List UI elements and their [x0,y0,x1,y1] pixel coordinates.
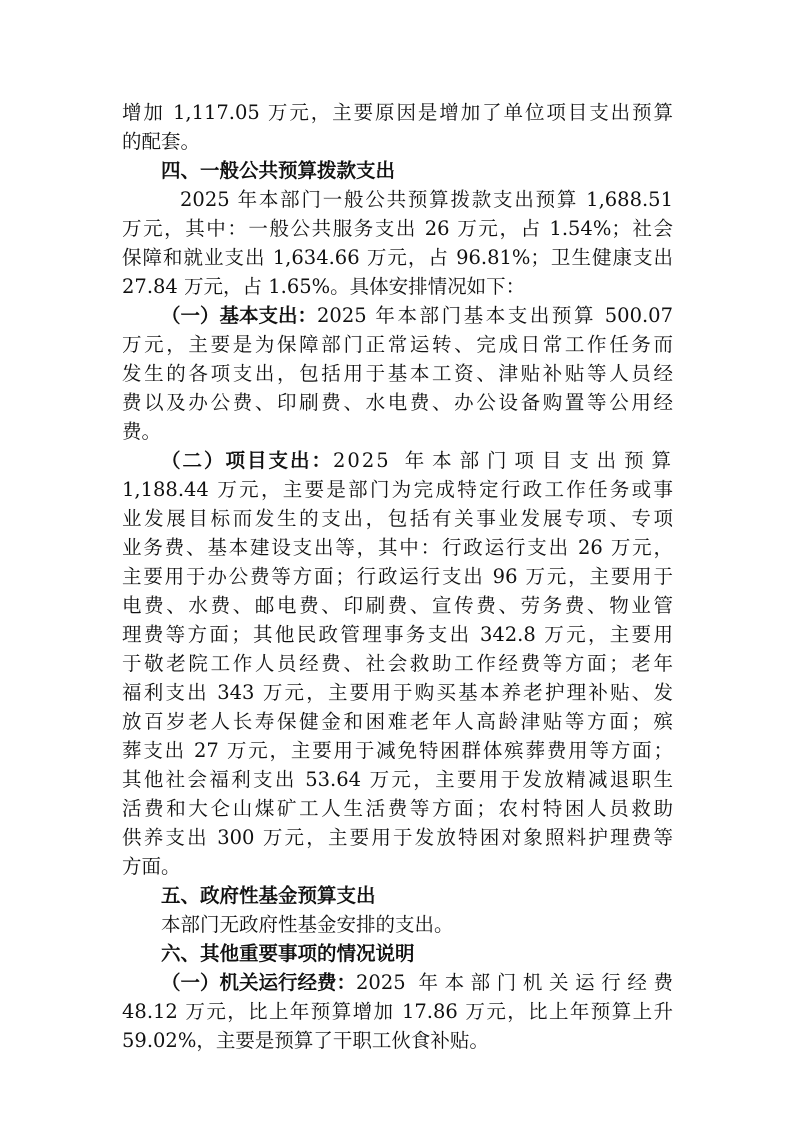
basic-expense-line-2: 万元，主要是为保障部门正常运转、完成日常工作任务而 [122,333,673,356]
project-expense-line-2: 1,188.44 万元，主要是部门为完成特定行政工作任务或事 [122,478,673,501]
project-expense-line-12: 其他社会福利支出 53.64 万元，主要用于发放精减退职生 [122,768,673,791]
project-expense-line-1 [161,446,673,475]
project-expense-line-1-text: 2025 年本部门项目支出预算 [333,449,673,472]
section-5-heading: 五、政府性基金预算支出 [161,884,376,907]
project-expense-line-6: 电费、水费、邮电费、印刷费、宣传费、劳务费、物业管 [122,594,673,617]
project-expense-line-5: 主要用于办公费等方面；行政运行支出 96 万元，主要用于 [122,565,673,588]
basic-expense-line-1 [161,301,673,330]
basic-expense-line-1-text: 2025 年本部门基本支出预算 500.07 [317,304,673,327]
basic-expense-line-3: 发生的各项支出，包括用于基本工资、津贴补贴等人员经 [122,362,673,385]
project-expense-line-11: 葬支出 27 万元，主要用于减免特困群体殡葬费用等方面； [122,739,673,762]
section-4-para-line-1: 2025 年本部门一般公共预算拨款支出预算 1,688.51 [180,188,673,211]
section-5-para: 本部门无政府性基金安排的支出。 [161,913,454,936]
section-4-para-line-3: 保障和就业支出 1,634.66 万元，占 96.81%；卫生健康支出 [122,246,673,269]
section-4-para-line-4: 27.84 万元，占 1.65%。具体安排情况如下： [122,275,526,298]
intro-line-1: 增加 1,117.05 万元，主要原因是增加了单位项目支出预算 [122,101,673,124]
section-4-para-line-2: 万元，其中：一般公共服务支出 26 万元，占 1.54%；社会 [122,217,673,240]
office-operation-line-1-text: 2025 年本部门机关运行经费 [356,971,673,994]
project-expense-line-8: 于敬老院工作人员经费、社会救助工作经费等方面；老年 [122,652,673,675]
project-expense-line-15: 方面。 [122,855,181,878]
project-expense-line-4: 业务费、基本建设支出等，其中：行政运行支出 26 万元， [122,536,673,559]
office-operation-line-3: 59.02%，主要是预算了干职工伙食补贴。 [122,1029,489,1052]
project-expense-line-10: 放百岁老人长寿保健金和困难老年人高龄津贴等方面；殡 [122,710,673,733]
project-expense-line-13: 活费和大仑山煤矿工人生活费等方面；农村特困人员救助 [122,797,673,820]
office-operation-line-2: 48.12 万元，比上年预算增加 17.86 万元，比上年预算上升 [122,1000,673,1023]
basic-expense-line-5: 费。 [122,420,162,443]
office-operation-line-1 [161,968,673,997]
project-expense-line-9: 福利支出 343 万元，主要用于购买基本养老护理补贴、发 [122,681,673,704]
project-expense-line-14: 供养支出 300 万元，主要用于发放特困对象照料护理费等 [122,826,673,849]
project-expense-line-3: 业发展目标而发生的支出，包括有关事业发展专项、专项 [122,507,673,530]
intro-line-2: 的配套。 [122,130,201,153]
project-expense-title: （二）项目支出： [161,449,334,472]
basic-expense-line-4: 费以及办公费、印刷费、水电费、办公设备购置等公用经 [122,391,673,414]
section-6-heading: 六、其他重要事项的情况说明 [161,942,415,965]
basic-expense-title: （一）基本支出： [161,304,318,327]
section-4-heading: 四、一般公共预算拨款支出 [161,159,396,182]
office-operation-title: （一）机关运行经费： [161,971,357,994]
project-expense-line-7: 理费等方面；其他民政管理事务支出 342.8 万元，主要用 [122,623,673,646]
